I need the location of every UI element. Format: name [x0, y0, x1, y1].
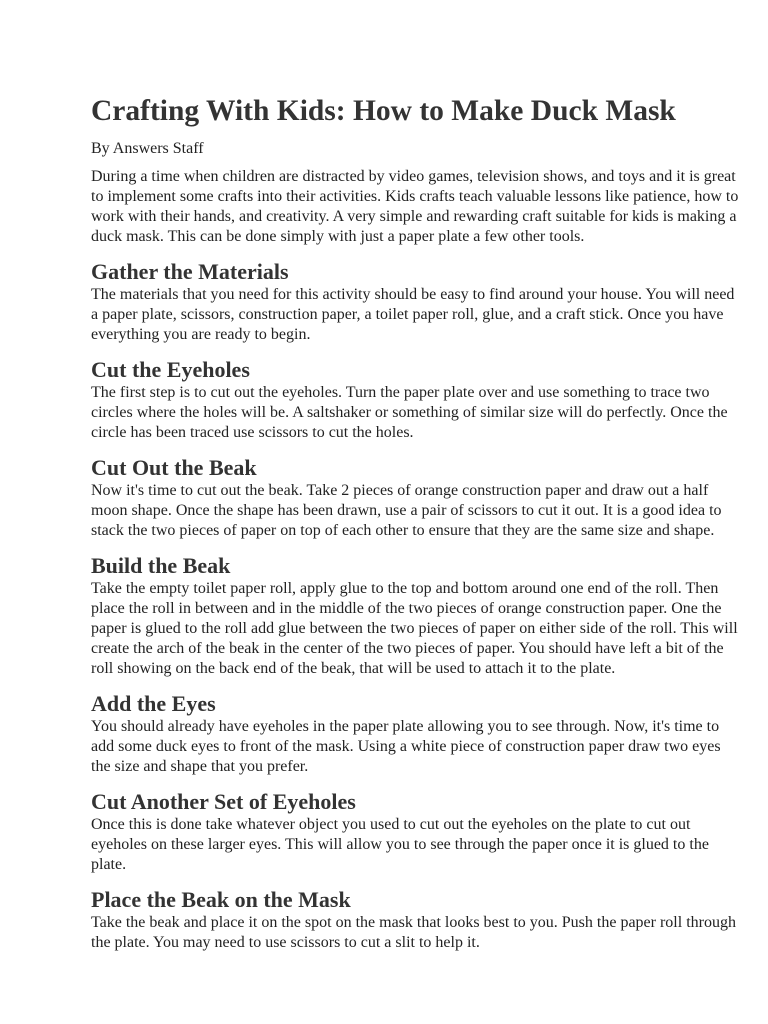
paragraph-line: Once this is done take whatever object you used to cut out the eyeholes on the plate to cut out: [91, 816, 691, 833]
paragraph-line: Now it's time to cut out the beak. Take 2 pieces of orange construction paper and draw out a half: [91, 482, 709, 499]
paragraph-line: The first step is to cut out the eyeholes. Turn the paper plate over and use something to trace two: [91, 384, 710, 401]
section-paragraph-cut-eyeholes: [91, 383, 768, 443]
article: [91, 92, 768, 953]
paragraph-line: The materials that you need for this activity should be easy to find around your house. You will need: [91, 286, 735, 303]
paragraph-line: everything you are ready to begin.: [91, 326, 311, 343]
paragraph-line: Take the empty toilet paper roll, apply glue to the top and bottom around one end of the roll. Then: [91, 580, 719, 597]
section-heading-cut-eyeholes: Cut the Eyeholes: [91, 357, 250, 382]
paragraph-line: Take the beak and place it on the spot on the mask that looks best to you. Push the paper roll through: [91, 914, 736, 931]
section-heading-gather-materials: Gather the Materials: [91, 259, 289, 284]
paragraph-line: to implement some crafts into their activities. Kids crafts teach valuable lessons like patience, how to: [91, 188, 739, 205]
paragraph-line: roll showing on the back end of the beak, that will be used to attach it to the plate.: [91, 660, 616, 677]
paragraph-line: add some duck eyes to front of the mask. Using a white piece of construction paper draw two eyes: [91, 738, 721, 755]
intro-paragraph: [91, 167, 768, 247]
paragraph-line: create the arch of the beak in the center of the two pieces of paper. You should have left a bit of the: [91, 640, 724, 657]
paragraph-line: duck mask. This can be done simply with just a paper plate a few other tools.: [91, 228, 585, 245]
paragraph-line: circle has been traced use scissors to cut the holes.: [91, 424, 414, 441]
paragraph-line: circles where the holes will be. A saltshaker or something of similar size will do perfectly. Once the: [91, 404, 728, 421]
section-paragraph-add-eyes: [91, 717, 768, 777]
section-heading-build-beak: Build the Beak: [91, 553, 231, 578]
article-byline: By Answers Staff: [91, 140, 204, 157]
paragraph-line: work with their hands, and creativity. A very simple and rewarding craft suitable for kids is making a: [91, 208, 737, 225]
paragraph-line: moon shape. Once the shape has been drawn, use a pair of scissors to cut it out. It is a good idea to: [91, 502, 722, 519]
paragraph-line: place the roll in between and in the middle of the two pieces of orange construction paper. One the: [91, 600, 722, 617]
section-paragraph-place-beak: [91, 913, 768, 953]
paragraph-line: During a time when children are distracted by video games, television shows, and toys and it is great: [91, 168, 736, 185]
article-title: Crafting With Kids: How to Make Duck Mask: [91, 95, 676, 127]
section-heading-add-eyes: Add the Eyes: [91, 691, 216, 716]
paragraph-line: stack the two pieces of paper on top of each other to ensure that they are the same size and shape.: [91, 522, 715, 539]
section-paragraph-build-beak: [91, 579, 768, 679]
paragraph-line: You should already have eyeholes in the paper plate allowing you to see through. Now, it's time to: [91, 718, 720, 735]
section-paragraph-cut-out-beak: [91, 481, 768, 541]
paragraph-line: the plate. You may need to use scissors to cut a slit to help it.: [91, 934, 480, 951]
section-heading-place-beak: Place the Beak on the Mask: [91, 887, 351, 912]
paragraph-line: eyeholes on these larger eyes. This will allow you to see through the paper once it is glued to the: [91, 836, 709, 853]
paragraph-line: a paper plate, scissors, construction paper, a toilet paper roll, glue, and a craft stick. Once you have: [91, 306, 724, 323]
paragraph-line: paper is glued to the roll add glue between the two pieces of paper on either side of the roll. This will: [91, 620, 738, 637]
section-paragraph-cut-another-eyeholes: [91, 815, 768, 875]
section-heading-cut-another-eyeholes: Cut Another Set of Eyeholes: [91, 789, 356, 814]
paragraph-line: plate.: [91, 856, 127, 873]
section-heading-cut-out-beak: Cut Out the Beak: [91, 455, 257, 480]
paragraph-line: the size and shape that you prefer.: [91, 758, 309, 775]
section-paragraph-gather-materials: [91, 285, 768, 345]
